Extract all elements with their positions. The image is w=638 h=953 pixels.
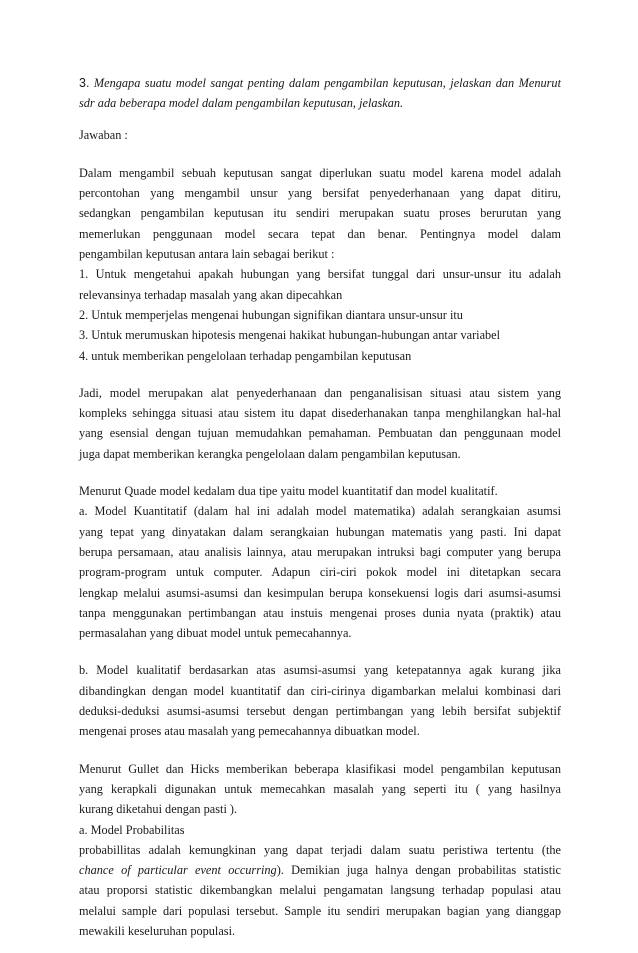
- text-line: juga dapat memberikan kerangka pengelolaan dalam pengambilan keputusan.: [79, 446, 461, 461]
- text-line: dibandingkan dengan model kuantitatif dan ciri-cirinya digambarkan melalui kombinasi dari: [79, 683, 561, 698]
- text-line: kompleks sehingga situasi atau sistem itu dapat disederhanakan tanpa menghilangkan hal-hal: [79, 406, 561, 421]
- question-text: Mengapa suatu model sangat penting dalam pengambilan keputusan, jelaskan dan Menurut sdr ada beberapa model dalam pengambilan keputusan, jelaskan.: [79, 76, 561, 111]
- text-line: Dalam mengambil sebuah keputusan sangat diperlukan suatu model karena model adalah: [79, 165, 561, 180]
- text-line: percontohan yang mengambil unsur yang bersifat penyederhanaan yang dapat ditiru,: [79, 186, 561, 201]
- text-line: deduksi-deduksi asumsi-asumsi tersebut dengan pertimbangan yang lebih bersifat subjektif: [79, 704, 561, 719]
- paragraph-summary: [79, 383, 561, 464]
- question-number: 3.: [79, 76, 90, 90]
- text-line: a. Model Kuantitatif (dalam hal ini adalah model matematika) adalah serangkaian asumsi: [79, 504, 561, 519]
- paragraph-gullet-hicks: [79, 759, 561, 942]
- text-line: tanpa menggunakan pertimbangan atau instuis mengenai proses dunia nyata (praktik) atau: [79, 605, 561, 620]
- italic-phrase: chance of particular event occurring: [79, 863, 277, 878]
- subheading-model-probabilitas: a. Model Probabilitas: [79, 822, 185, 837]
- text-line: Menurut Gullet dan Hicks memberikan beberapa klasifikasi model pengambilan keputusan: [79, 761, 561, 776]
- text-fragment: ). Demikian juga halnya dengan probabilitas statistic: [276, 863, 561, 878]
- text-line: probabillitas adalah kemungkinan yang dapat terjadi dalam suatu peristiwa tertentu (the: [79, 842, 561, 857]
- text-line: relevansinya terhadap masalah yang akan dipecahkan: [79, 287, 343, 302]
- text-line: yang tepat yang dinyatakan dalam serangkaian hubungan matematis yang pasti. Ini dapat: [79, 524, 561, 539]
- text-line: yang esensial dengan tujuan memudahkan pemahaman. Pembuatan dan penggunaan model: [79, 426, 561, 441]
- text-line: permasalahan yang dibuat model untuk pemecahannya.: [79, 626, 352, 641]
- text-line: pengambilan keputusan antara lain sebagai berikut :: [79, 247, 335, 262]
- text-line: Menurut Quade model kedalam dua tipe yaitu model kuantitatif dan model kualitatif.: [79, 484, 498, 499]
- text-line: lengkap melalui asumsi-asumsi dan kesimpulan berupa konsekuensi logis dari asumsi-asumsi: [79, 585, 561, 600]
- text-line: berupa persamaan, atau analisis lainnya, atau merupakan intruksi bagi computer yang berupa: [79, 544, 561, 559]
- text-line: b. Model kualitatif berdasarkan atas asumsi-asumsi yang ketepatannya agak kurang jika: [79, 663, 561, 678]
- list-item-4: 4. untuk memberikan pengelolaan terhadap pengambilan keputusan: [79, 348, 412, 363]
- paragraph-quade: [79, 481, 561, 643]
- answer-label: Jawaban :: [79, 127, 128, 142]
- text-line: [79, 860, 561, 880]
- text-line: memerlukan penggunaan model secara tepat dan benar. Pentingnya model dalam: [79, 226, 561, 241]
- text-line: sedangkan pengambilan keputusan itu sendiri merupakan suatu proses berurutan yang: [79, 206, 561, 221]
- list-item-1: 1. Untuk mengetahui apakah hubungan yang bersifat tunggal dari unsur-unsur itu adalah: [79, 267, 561, 282]
- text-line: kurang diketahui dengan pasti ).: [79, 802, 238, 817]
- paragraph-importance: [79, 163, 561, 366]
- text-line: mewakili keseluruhan populasi.: [79, 923, 236, 938]
- paragraph-qualitative: [79, 660, 561, 741]
- question-3: [79, 73, 561, 114]
- text-line: mengenai proses atau masalah yang pemecahannya dibuatkan model.: [79, 724, 420, 739]
- list-item-3: 3. Untuk merumuskan hipotesis mengenai hakikat hubungan-hubungan antar variabel: [79, 328, 501, 343]
- text-line: Jadi, model merupakan alat penyederhanaan dan penganalisisan situasi atau sistem yang: [79, 385, 561, 400]
- document-body: [79, 73, 561, 953]
- text-line: yang kerapkali digunakan untuk memecahkan masalah yang seperti itu ( yang hasilnya: [79, 781, 561, 796]
- list-item-2: 2. Untuk memperjelas mengenai hubungan signifikan diantara unsur-unsur itu: [79, 307, 463, 322]
- text-line: atau proporsi statistic dikembangkan melalui pengamatan langsung terhadap populasi atau: [79, 883, 561, 898]
- text-line: program-program untuk computer. Adapun ciri-ciri pokok model ini ditetapkan secara: [79, 565, 561, 580]
- text-line: melalui sample dari populasi tersebut. Sample itu sendiri merupakan bagian yang dianggap: [79, 903, 561, 918]
